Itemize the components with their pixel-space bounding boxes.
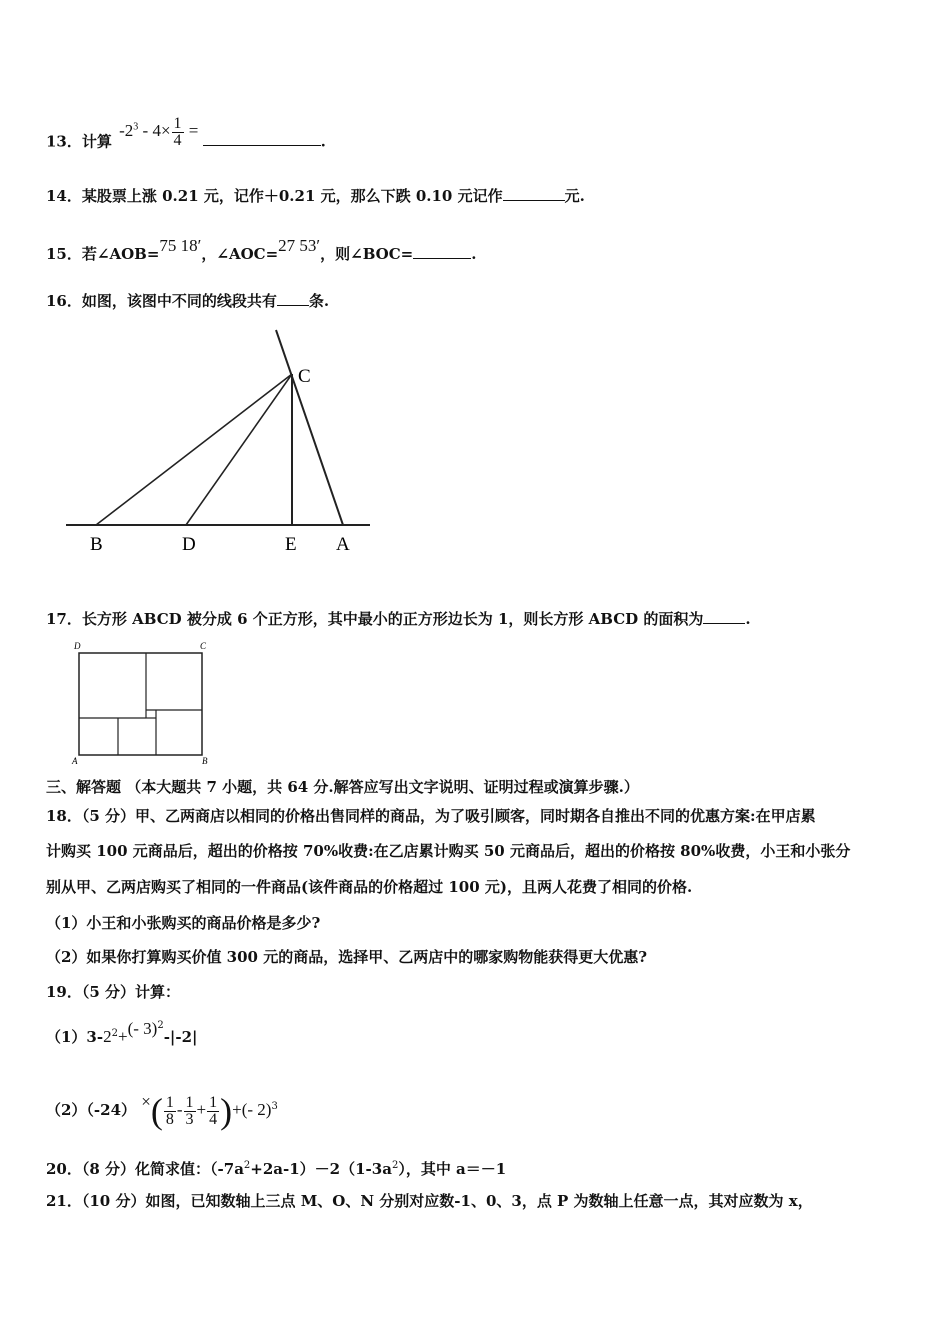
question-21: 21．（10 分）如图，已知数轴上三点 M、O、N 分别对应数-1、0、3，点 P 为数轴上任意一点，其对应数为 x， [46, 1192, 813, 1210]
segment-cb [96, 374, 292, 525]
q14-answer-blank[interactable] [503, 186, 565, 201]
point-label-b: B [90, 534, 103, 555]
question-17: 17．长方形 ABCD 被分成 6 个正方形，其中最小的正方形边长为 1，则长方形 ABCD 的面积为 . [46, 610, 751, 628]
q18-sub-2: （2）如果你打算购买价值 300 元的商品，选择甲、乙两店中的哪家购物能获得更大优惠? [46, 948, 647, 966]
q19-part-1: $(1)3-2^2+(-$ 3)$^2$-|-2| [46, 1019, 198, 1046]
q15-answer-blank[interactable] [413, 244, 471, 259]
q16-answer-blank[interactable] [277, 291, 309, 306]
q17-figure [70, 640, 220, 770]
point-label-a: A [336, 534, 350, 555]
corner-label-a: A [72, 756, 78, 766]
question-14: 14．某股票上涨 0.21 元，记作＋0.21 元，那么下跌 0.10 元记作 元. [46, 187, 585, 205]
corner-label-d: D [74, 641, 81, 651]
question-13: 13．计算 $-2^3 - 4\times$ $\frac{1}{4}$ = . [46, 115, 326, 151]
line-ca-extended [276, 330, 343, 525]
q13-expression: $-2^3 - 4\times$ $\frac{1}{4}$ = [119, 115, 199, 149]
q18-sub-1: （1）小王和小张购买的商品价格是多少? [46, 914, 321, 932]
point-label-d: D [182, 534, 196, 555]
q18-line-1: 18．（5 分）甲、乙两商店以相同的价格出售同样的商品，为了吸引顾客，同时期各自推出不同的优惠方案:在甲店累 [46, 807, 816, 825]
q13-number: 13．计算 [46, 132, 112, 151]
question-15: 15．若∠AOB=75 18′，∠AOC=27 53′，则∠BOC= . [46, 236, 477, 263]
q18-line-2: 计购买 100 元商品后，超出的价格按 70%收费:在乙店累计购买 50 元商品后，超出的价格按 80%收费，小王和小张分 [46, 842, 851, 860]
q13-fraction: $\frac{1}{4}$ [173, 115, 182, 149]
point-label-c: C [298, 366, 311, 387]
corner-label-b: B [202, 756, 208, 766]
point-label-e: E [285, 534, 297, 555]
section-3-heading: 三、解答题 （本大题共 7 小题，共 64 分.解答应写出文字说明、证明过程或演算步骤.） [46, 778, 639, 796]
question-20: 20．（8 分）化简求值：$(-7a^2+2a-1)-2(1-3a^2)$，其中 a＝－1 [46, 1160, 507, 1178]
q16-figure [60, 322, 380, 562]
q18-line-3: 别从甲、乙两店购买了相同的一件商品(该件商品的价格超过 100 元)，且两人花费了相同的价格. [46, 878, 693, 896]
rectangle-abcd [79, 653, 202, 755]
corner-label-c: C [200, 641, 207, 651]
q19-part-2: （2）（-24） ×( $\frac{1}{8}$ - $\frac{1}{3}$ + $\frac{1}{4}$ )+(- 2)$^3$ [46, 1091, 278, 1131]
q17-answer-blank[interactable] [703, 609, 745, 624]
q13-answer-blank[interactable] [203, 131, 321, 146]
question-16: 16．如图，该图中不同的线段共有 条. [46, 292, 330, 310]
q19-title: 19．（5 分）计算： [46, 983, 181, 1001]
segment-cd [186, 374, 292, 525]
